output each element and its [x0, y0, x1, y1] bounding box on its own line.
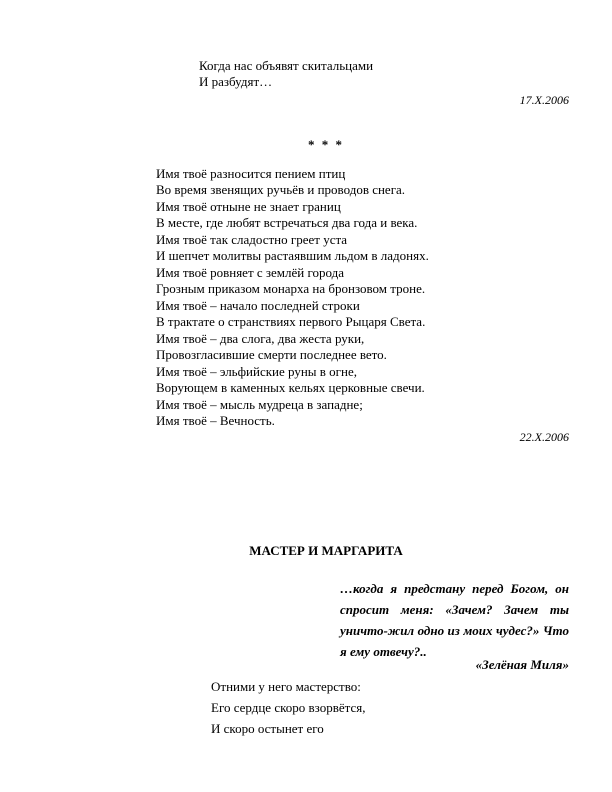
- poem2-line: И шепчет молитвы растаявшим льдом в ладонях.: [156, 248, 429, 263]
- poem3-line: Его сердце скоро взорвётся,: [211, 700, 366, 715]
- poem2-line: Имя твоё – два слога, два жеста руки,: [156, 331, 365, 346]
- poem2-line: Имя твоё отныне не знает границ: [156, 199, 341, 214]
- poem2-line: В месте, где любят встречаться два года и века.: [156, 215, 418, 230]
- poem2-line: Имя твоё – мысль мудреца в западне;: [156, 397, 363, 412]
- poem2-line: Имя твоё – Вечность.: [156, 413, 275, 428]
- poem2-date: 22.X.2006: [519, 430, 569, 444]
- poem2-line: Во время звенящих ручьёв и проводов снега.: [156, 182, 406, 197]
- poem3-title: МАСТЕР И МАРГАРИТА: [249, 543, 403, 558]
- poem3-epigraph: …когда я предстану перед Богом, он спросит меня: «Зачем? Зачем ты уничто-жил одно из моих чудес?» Что я ему отвечу?..: [340, 581, 569, 659]
- poem1-line: И разбудят…: [199, 74, 273, 89]
- poem2-line: Имя твоё – начало последней строки: [156, 298, 360, 313]
- poem2-line: Имя твоё ровняет с землёй города: [156, 265, 345, 280]
- poem2-line: Ворующем в каменных кельях церковные свечи.: [156, 380, 425, 395]
- poem2-line: Имя твоё так сладостно греет уста: [156, 232, 348, 247]
- poem2-line: Имя твоё разносится пением птиц: [156, 166, 346, 181]
- section-separator: * * *: [308, 137, 344, 152]
- poem3-epigraph-source: «Зелёная Миля»: [475, 657, 569, 672]
- poem2-line: Грозным приказом монарха на бронзовом троне.: [156, 281, 426, 296]
- poem1-line: Когда нас объявят скитальцами: [199, 58, 374, 73]
- poem2-line: Имя твоё – эльфийские руны в огне,: [156, 364, 357, 379]
- poem1-date: 17.X.2006: [519, 93, 569, 107]
- poem3-stanza: [211, 676, 365, 739]
- poem2-line: В трактате о странствиях первого Рыцаря Света.: [156, 314, 426, 329]
- poem2-line: Провозгласившие смерти последнее вето.: [156, 347, 387, 362]
- poem3-line: Отними у него мастерство:: [211, 679, 361, 694]
- poem3-line: И скоро остынет его: [211, 721, 324, 736]
